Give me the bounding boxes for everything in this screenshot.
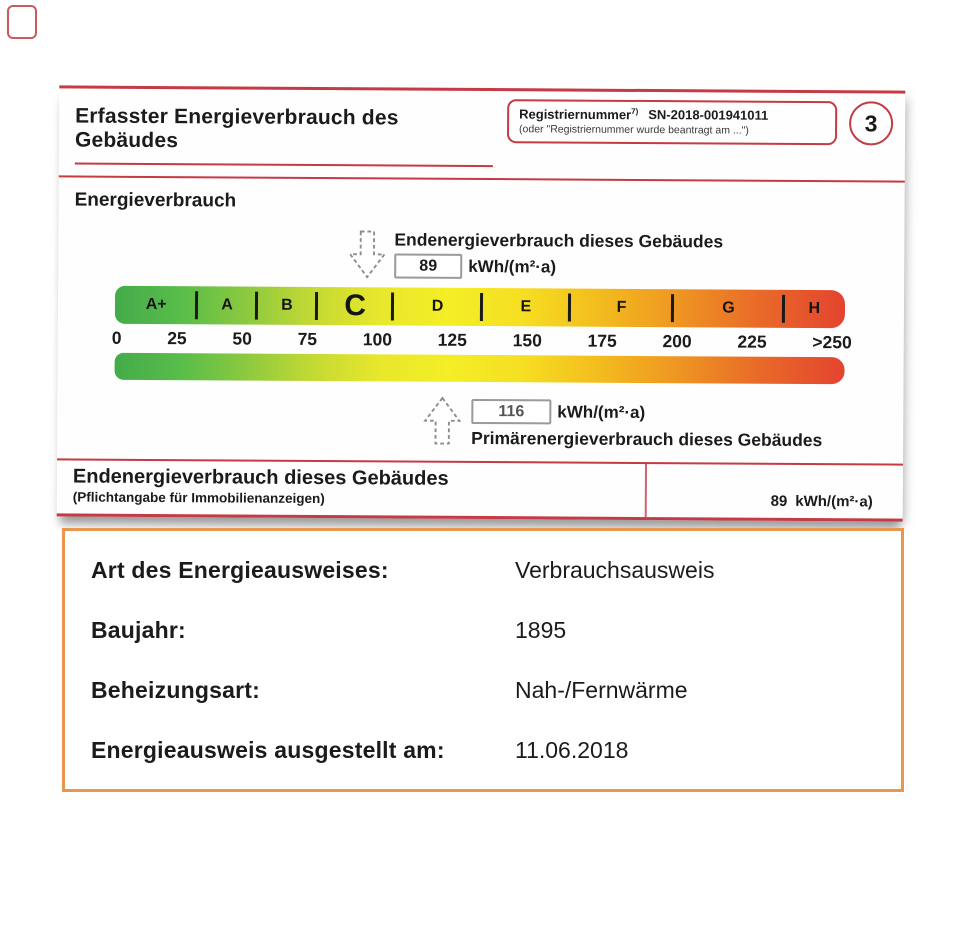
axis-tick: 200 <box>662 331 692 352</box>
axis-tick: 0 <box>111 327 122 348</box>
page-number-badge <box>849 101 893 145</box>
footer-value <box>771 493 873 511</box>
footer-divider-line <box>645 464 647 517</box>
up-arrow-icon <box>423 396 461 446</box>
registry-footnote-mark: 7) <box>631 106 639 116</box>
primary-energy-unit: kWh/(m²·a) <box>557 401 646 422</box>
scale-axis <box>112 328 852 354</box>
scan-artifact-mark <box>7 5 37 39</box>
detail-label: Beheizungsart: <box>91 677 260 703</box>
axis-tick: 25 <box>167 328 187 349</box>
primary-energy-value-box: 116 <box>471 399 551 424</box>
scale-band-f: F <box>570 289 674 328</box>
energy-consumption-section <box>57 175 905 521</box>
detail-value: 11.06.2018 <box>515 737 629 763</box>
detail-label: Energieausweis ausgestellt am: <box>91 737 445 763</box>
scale-band-c-current: C <box>317 287 393 325</box>
footer-value-number: 89 <box>770 492 788 510</box>
efficiency-scale <box>115 286 845 328</box>
footer-title: Endenergieverbrauch dieses Gebäudes <box>72 465 449 490</box>
registry-number: SN-2018-001941011 <box>648 107 769 124</box>
efficiency-scale-bar <box>115 286 845 328</box>
detail-value: Nah-/Fernwärme <box>515 677 688 703</box>
detail-row-heating <box>91 677 875 704</box>
page-title: Erfasster Energieverbrauch des Gebäudes <box>75 97 493 168</box>
registry-number-box <box>507 99 837 145</box>
end-energy-label: Endenergieverbrauch dieses Gebäudes <box>394 229 724 252</box>
axis-tick: 125 <box>437 329 467 350</box>
gradient-strip <box>115 353 845 384</box>
section-title: Energieverbrauch <box>74 189 237 212</box>
axis-tick: 50 <box>232 328 252 349</box>
axis-tick: >250 <box>812 332 852 353</box>
down-arrow-icon <box>348 229 386 279</box>
page-number: 3 <box>864 109 878 136</box>
detail-row-type <box>91 557 875 584</box>
registry-hint: (oder "Registriernummer wurde beantragt am ...") <box>519 123 749 137</box>
scale-band-b: B <box>256 287 317 325</box>
axis-tick: 75 <box>297 328 318 349</box>
detail-value: Verbrauchsausweis <box>515 557 715 583</box>
end-energy-marker <box>348 229 904 282</box>
scale-band-a-plus: A+ <box>115 286 198 325</box>
footer-subtitle: (Pflichtangabe für Immobilienanzeigen) <box>72 489 325 507</box>
scale-band-e: E <box>482 288 570 327</box>
footer-value-unit: kWh/(m²·a) <box>795 492 873 511</box>
scale-band-d: D <box>393 287 482 326</box>
detail-row-year <box>91 617 875 644</box>
end-energy-unit: kWh/(m²·a) <box>468 256 557 276</box>
axis-tick: 175 <box>587 330 617 351</box>
axis-tick: 100 <box>362 329 393 350</box>
registry-number-line <box>519 106 825 123</box>
detail-row-issued <box>91 737 875 764</box>
axis-tick: 225 <box>737 331 767 352</box>
detail-value: 1895 <box>515 617 567 643</box>
scale-band-a: A <box>197 286 256 324</box>
energy-certificate-page <box>57 85 906 521</box>
primary-energy-label: Primärenergieverbrauch dieses Gebäudes <box>471 427 823 451</box>
detail-label: Art des Energieausweises: <box>91 557 389 583</box>
certificate-header <box>59 85 905 169</box>
primary-energy-marker <box>423 396 903 452</box>
registry-label: Registriernummer <box>519 106 632 123</box>
certificate-footer <box>57 458 903 521</box>
axis-tick: 150 <box>512 330 542 351</box>
end-energy-value-box: 89 <box>394 253 462 278</box>
scale-band-h: H <box>808 300 821 318</box>
scale-band-g: G <box>673 289 783 328</box>
detail-label: Baujahr: <box>91 617 186 643</box>
certificate-details-box <box>62 528 904 792</box>
